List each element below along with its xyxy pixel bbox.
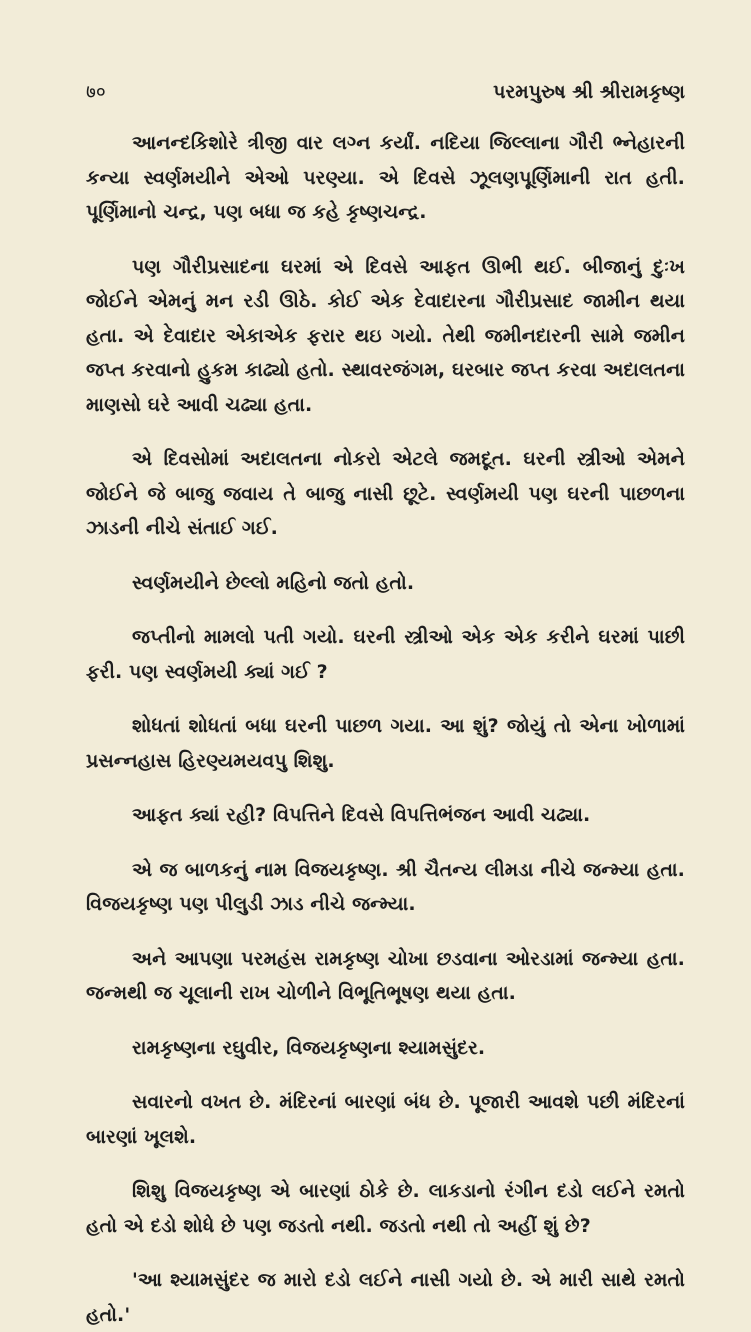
paragraph: રામકૃષ્ણના રઘુવીર, વિજયકૃષ્ણના શ્યામસુંદર. — [132, 1036, 486, 1059]
paragraph: 'આ શ્યામસુંદર જ મારો દડો લઈને નાસી ગયો છે. એ મારી સાથે રમતો હતો.' — [86, 1269, 685, 1326]
paragraph: જપ્તીનો મામલો પતી ગયો. ઘરની સ્ત્રીઓ એક એક કરીને ઘરમાં પાછી ફરી. પણ સ્વર્ણમયી ક્યાં ગઈ ? — [86, 626, 685, 683]
paragraph: અને આપણા પરમહંસ રામકૃષ્ણ ચોખા છડવાના ઓરડામાં જન્મ્યા હતા. જન્મથી જ ચૂલાની રાખ ચોળીને વિભૂતિભૂષણ થયા હતા. — [86, 947, 685, 1004]
paragraph: પણ ગૌરીપ્રસાદના ઘરમાં એ દિવસે આફત ઊભી થઈ. બીજાનું દુઃખ જોઈને એમનું મન રડી ઊઠે. કોઈ એક દેવાદારના ગૌરીપ્રસાદ જામીન થયા હતા. એ દેવાદાર એકાએક ફરાર થઇ ગયો. તેથી જમીનદારની સામે જમીન જપ્ત કરવાનો હુકમ કાઢ્યો હતો. સ્થાવરજંગમ, ઘરબાર જપ્ત કરવા અદાલતના માણસો ઘરે આવી ચઢ્યા હતા. — [86, 255, 685, 416]
paragraph: એ દિવસોમાં અદાલતના નોકરો એટલે જમદૂત. ઘરની સ્ત્રીઓ એમને જોઈને જે બાજુ જવાય તે બાજુ નાસી છૂટે. સ્વર્ણમયી પણ ઘરની પાછળના ઝાડની નીચે સંતાઈ ગઈ. — [86, 448, 685, 539]
body-text — [86, 126, 685, 1332]
page-number: ७० — [86, 81, 106, 103]
paragraph: આફત ક્યાં રહી? વિપત્તિને દિવસે વિપત્તિભંજન આવી ચઢ્યા. — [132, 804, 591, 826]
paragraph: આનન્દકિશોરે ત્રીજી વાર લગ્ન કર્યાં. નદિયા જિલ્લાના ગૌરી ભ્નેહારની કન્યા સ્વર્ણમયીને એઓ પરણ્યા. એ દિવસે ઝૂલણપૂર્ણિમાની રાત હતી. પૂર્ણિમાનો ચન્દ્ર, પણ બધા જ કહે કૃષ્ણચન્દ્ર. — [86, 132, 685, 223]
page-header — [86, 78, 685, 104]
paragraph: સ્વર્ણમયીને છેલ્લો મહિનો જતો હતો. — [132, 571, 415, 594]
paragraph: શોધતાં શોધતાં બધા ઘરની પાછળ ગયા. આ શું? જોયું તો એના ખોળામાં પ્રસન્નહાસ હિરણ્યમયવપુ શિશુ. — [86, 715, 685, 772]
paragraph: સવારનો વખત છે. મંદિરનાં બારણાં બંધ છે. પૂજારી આવશે પછી મંદિરનાં બારણાં ખૂલશે. — [86, 1091, 685, 1148]
paragraph: શિશુ વિજયકૃષ્ણ એ બારણાં ઠોકે છે. લાકડાનો રંગીન દડો લઈને રમતો હતો એ દડો શોધે છે પણ જડતો નથી. જડતો નથી તો અહીં શું છે? — [86, 1180, 685, 1237]
paragraph: એ જ બાળકનું નામ વિજયકૃષ્ણ. શ્રી ચૈતન્ય લીમડા નીચે જન્મ્યા હતા. વિજયકૃષ્ણ પણ પીલુડી ઝાડ નીચે જન્મ્યા. — [86, 858, 685, 915]
running-title: પરમપુરુષ શ્રી શ્રીરામકૃષ્ણ — [493, 81, 685, 103]
